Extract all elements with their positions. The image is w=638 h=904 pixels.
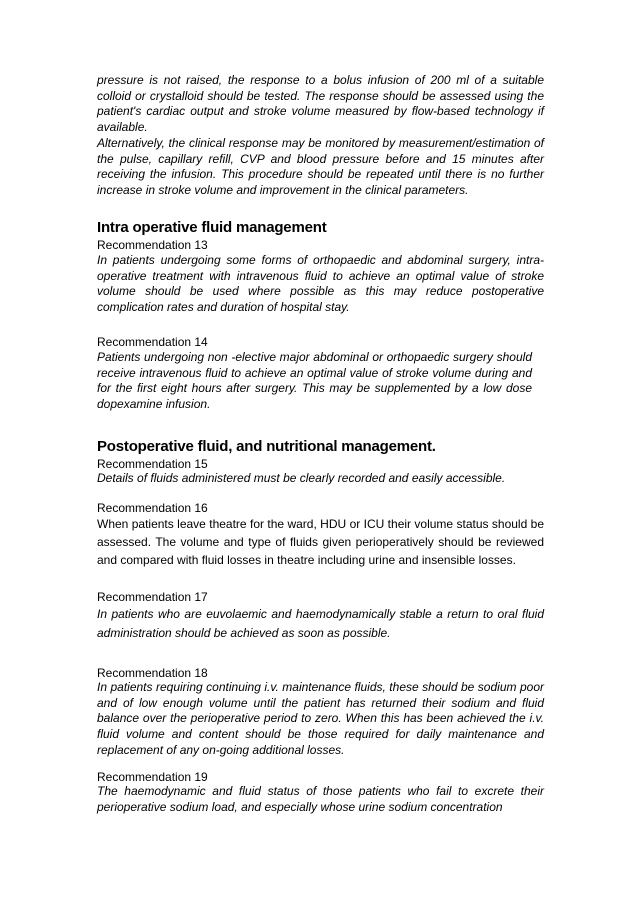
section-heading-intra-operative: Intra operative fluid management [97, 219, 327, 236]
recommendation-19-label: Recommendation 19 [97, 770, 208, 784]
recommendation-16-label: Recommendation 16 [97, 501, 208, 515]
recommendation-14-label: Recommendation 14 [97, 335, 208, 349]
recommendation-16-text: When patients leave theatre for the ward, HDU or ICU their volume status should be assessed. The volume and type of fluids given perioperatively should be reviewed and compared with fluid losses in theatre including urine and insensible losses. [97, 517, 544, 567]
recommendation-13-text: In patients undergoing some forms of orthopaedic and abdominal surgery, intra-operative treatment with intravenous fluid to achieve an optimal value of stroke volume should be used where possible as this may reduce postoperative complication rates and duration of hospital stay. [97, 253, 544, 315]
recommendation-14-text: Patients undergoing non -elective major abdominal or orthopaedic surgery should receive intravenous fluid to achieve an optimal value of stroke volume during and for the first eight hours after surgery. This may be supplemented by a low dose dopexamine infusion. [97, 350, 532, 412]
recommendation-15-text: Details of fluids administered must be clearly recorded and easily accessible. [97, 471, 506, 485]
recommendation-19-text: The haemodynamic and fluid status of those patients who fail to excrete their perioperative sodium load, and especially whose urine sodium concentration [97, 784, 544, 814]
intro-paragraph: pressure is not raised, the response to a bolus infusion of 200 ml of a suitable colloid or crystalloid should be tested. The response should be assessed using the patient's cardiac output and stroke volume measured by flow-based technology if available. [97, 73, 544, 135]
recommendation-17-label: Recommendation 17 [97, 590, 208, 604]
recommendation-13-label: Recommendation 13 [97, 238, 208, 252]
section-heading-postoperative: Postoperative fluid, and nutritional management. [97, 438, 436, 455]
intro-paragraph-2: Alternatively, the clinical response may be monitored by measurement/estimation of the pulse, capillary refill, CVP and blood pressure before and 15 minutes after receiving the infusion. This procedure should be repeated until there is no further increase in stroke volume and improvement in the clinical parameters. [97, 136, 544, 198]
recommendation-15-label: Recommendation 15 [97, 457, 208, 471]
recommendation-17-text: In patients who are euvolaemic and haemodynamically stable a return to oral fluid administration should be achieved as soon as possible. [97, 607, 544, 640]
recommendation-18-text: In patients requiring continuing i.v. maintenance fluids, these should be sodium poor and of low enough volume until the patient has returned their sodium and fluid balance over the perioperative period to zero. When this has been achieved the i.v. fluid volume and content should be those required for daily maintenance and replacement of any on-going additional losses. [97, 680, 544, 757]
recommendation-18-label: Recommendation 18 [97, 666, 208, 680]
